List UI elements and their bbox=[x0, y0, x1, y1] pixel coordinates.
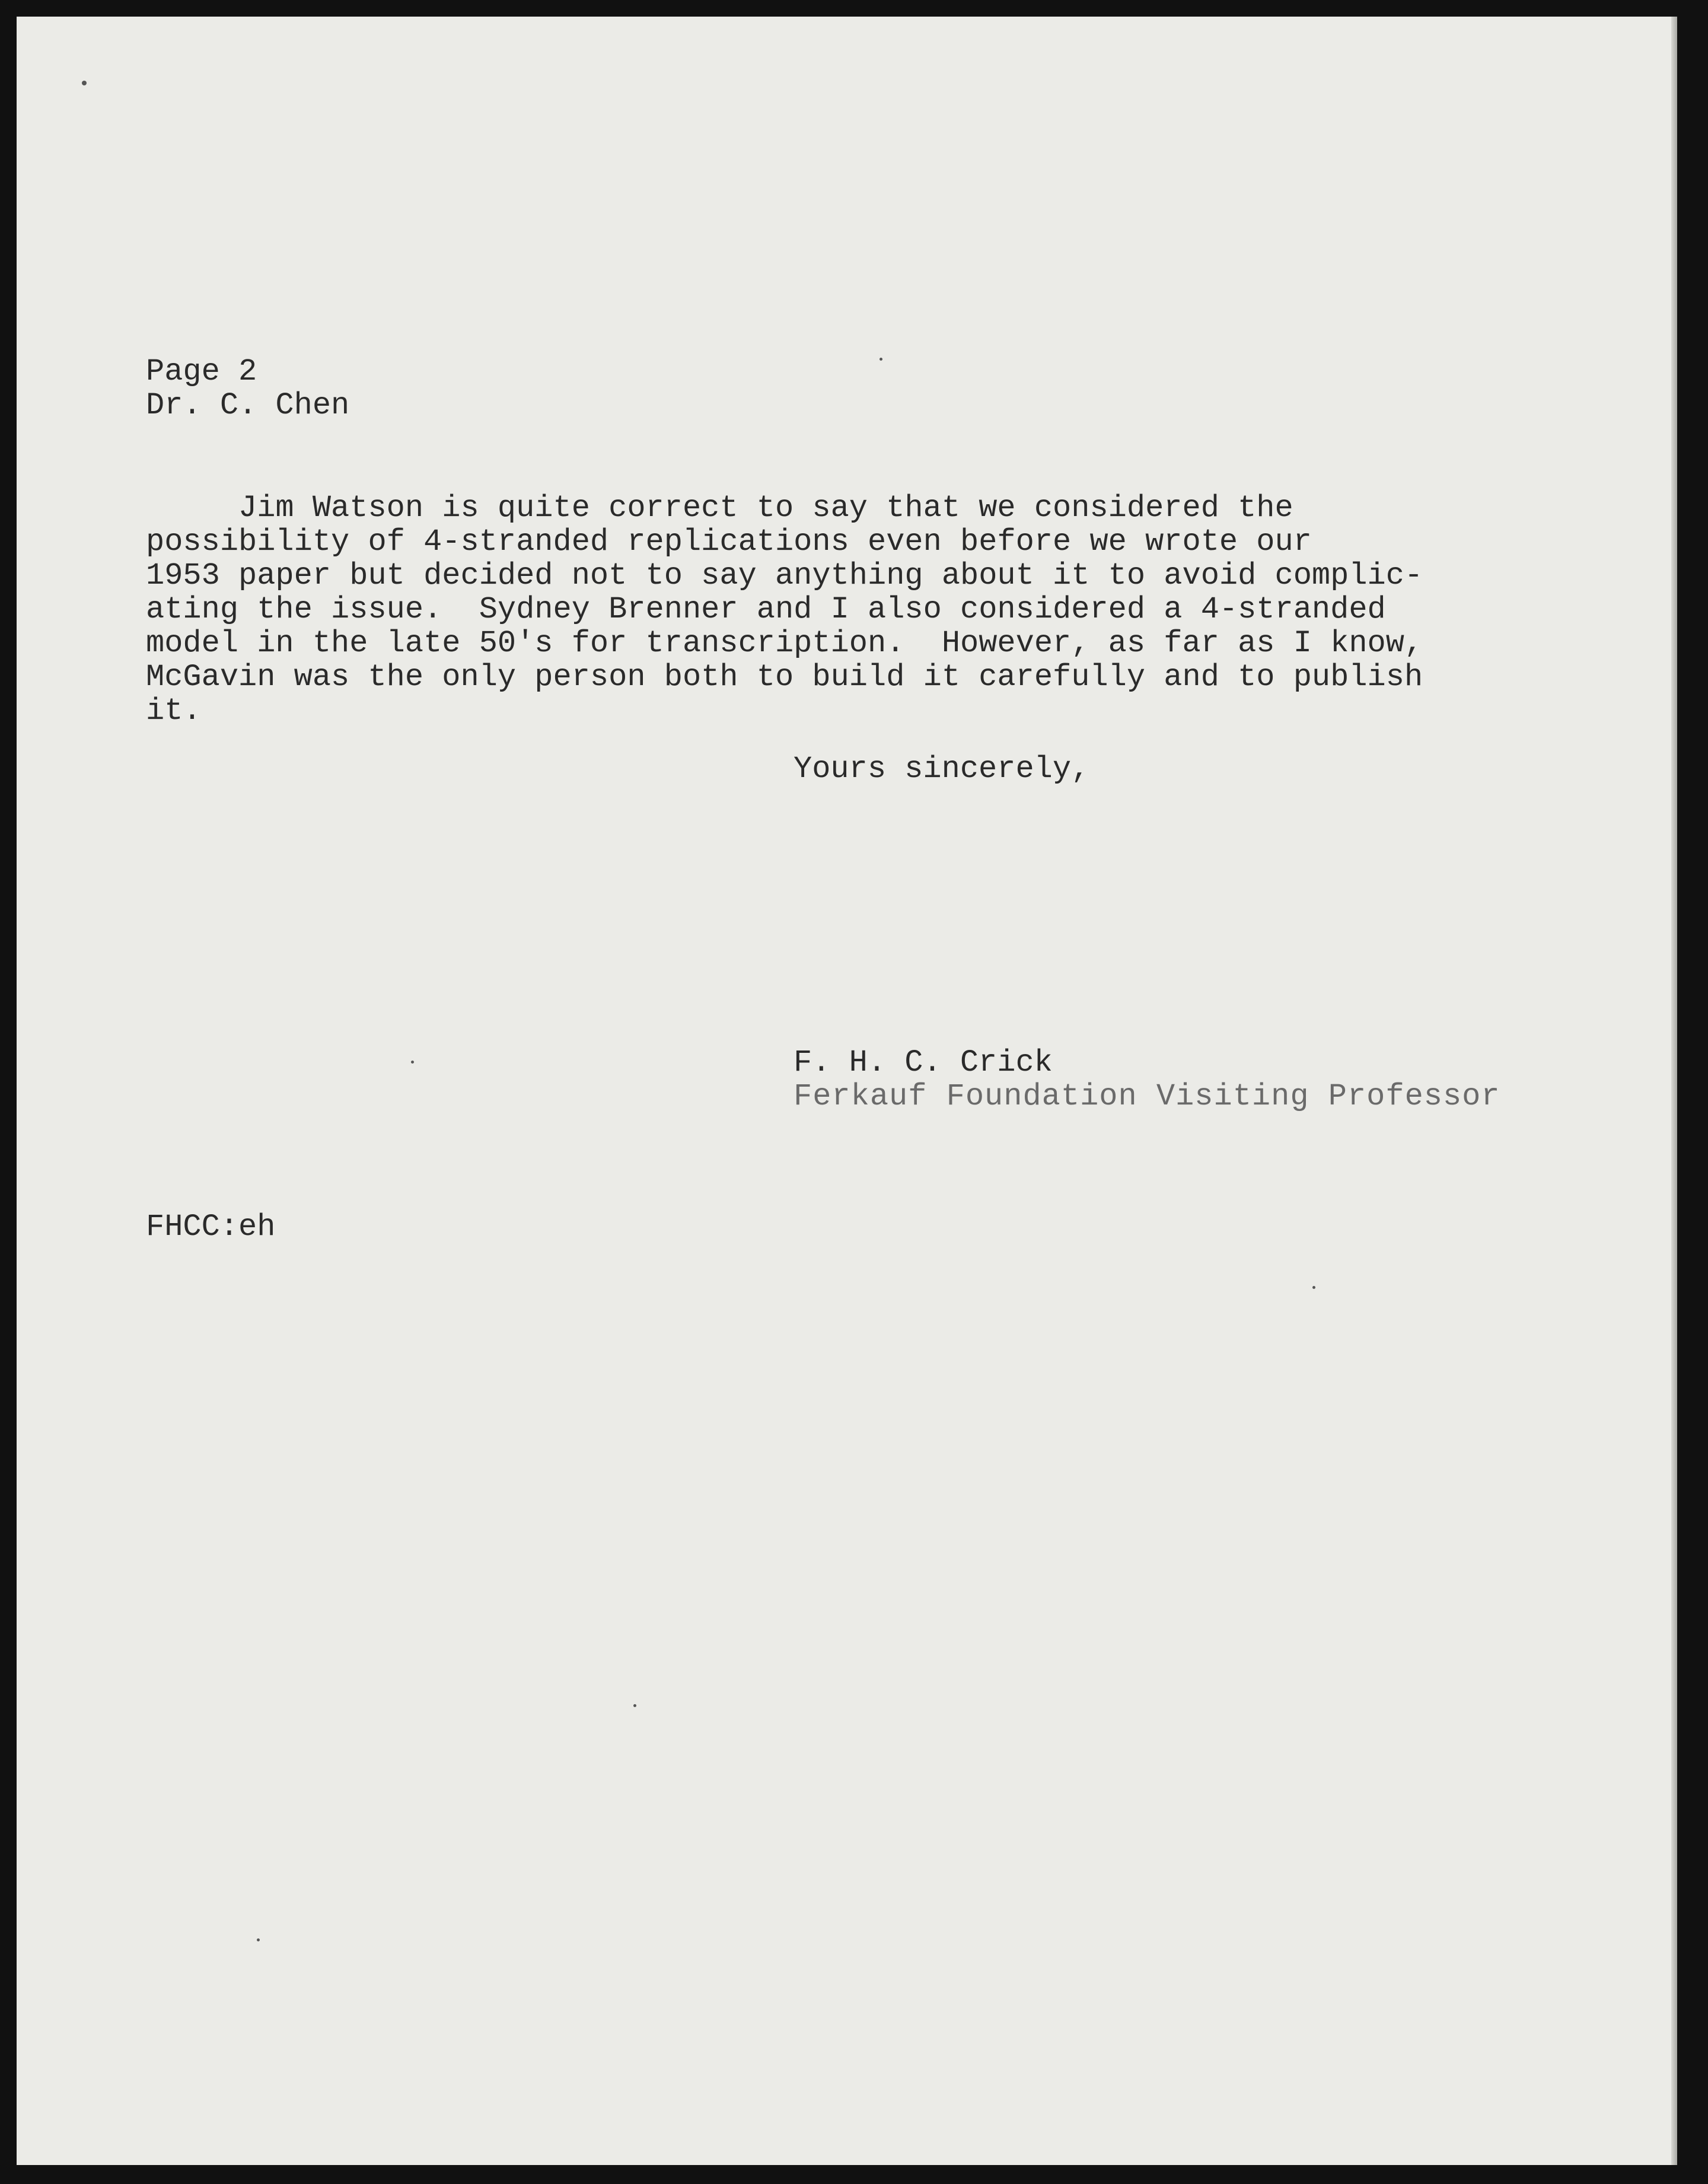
speck bbox=[633, 1704, 636, 1707]
body-line: McGavin was the only person both to build it carefully and to publish bbox=[146, 660, 1423, 695]
page-number: Page 2 bbox=[146, 354, 257, 389]
letter-body bbox=[146, 491, 1423, 728]
signer-name: F. H. C. Crick bbox=[794, 1045, 1053, 1080]
closing-salutation: Yours sincerely, bbox=[794, 752, 1090, 787]
body-line: it. bbox=[146, 693, 202, 728]
body-line: 1953 paper but decided not to say anything about it to avoid complic- bbox=[146, 558, 1423, 593]
document-page bbox=[17, 17, 1677, 2165]
recipient-name: Dr. C. Chen bbox=[146, 388, 350, 423]
speck bbox=[411, 1061, 414, 1064]
speck bbox=[82, 81, 87, 85]
page-edge bbox=[1671, 17, 1677, 2165]
body-line: ating the issue. Sydney Brenner and I also considered a 4-stranded bbox=[146, 592, 1386, 627]
speck bbox=[257, 1938, 260, 1941]
letter-header bbox=[146, 355, 349, 422]
typist-initials: FHCC:eh bbox=[146, 1209, 276, 1244]
speck bbox=[1312, 1286, 1315, 1289]
signer-title: Ferkauf Foundation Visiting Professor bbox=[794, 1079, 1500, 1114]
body-line: model in the late 50's for transcription. However, as far as I know, bbox=[146, 626, 1423, 661]
speck bbox=[880, 358, 882, 361]
signature-block bbox=[794, 1046, 1500, 1113]
body-line: possibility of 4-stranded replications even before we wrote our bbox=[146, 524, 1312, 559]
body-line: Jim Watson is quite correct to say that we considered the bbox=[146, 491, 1293, 526]
